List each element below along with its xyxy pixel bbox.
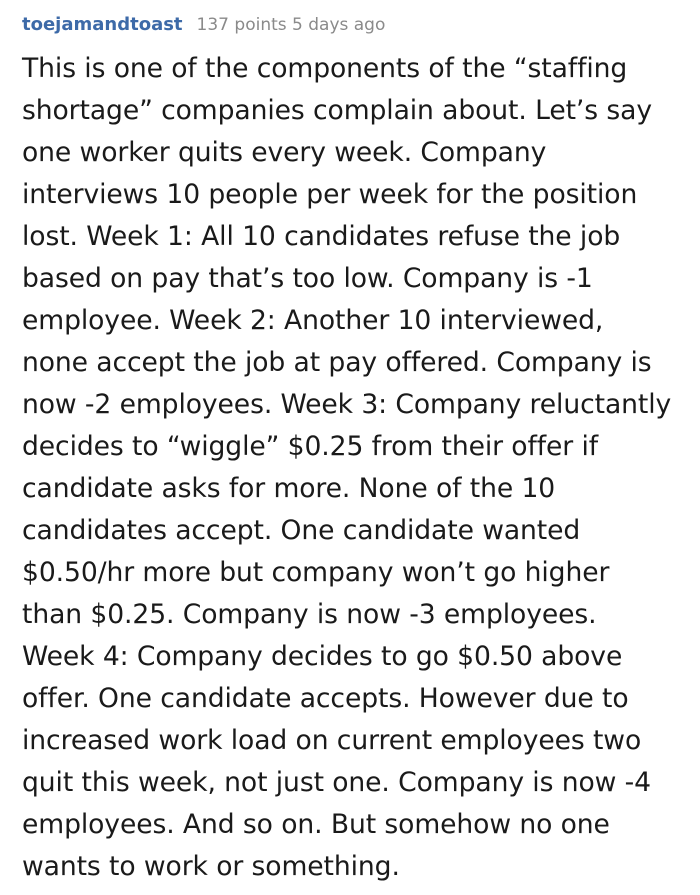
comment-meta: 137 points 5 days ago [196, 15, 386, 35]
author-link[interactable]: toejamandtoast [22, 14, 183, 35]
comment-body: This is one of the components of the “staffing shortage” companies complain about. Let’s say one worker quits every week. Company interviews 10 people per week for the position lost. Week 1: All 10 candidates refuse the job based on pay that’s too low. Company is -1 employee. Week 2: Another 10 interviewed, none accept the job at pay offered. Company is now -2 employees. Week 3: Company reluctantly decides to “wiggle” $0.25 from their offer if candidate asks for more. None of the 10 candidates accept. One candidate wanted $0.50/hr more but company won’t go higher than $0.25. Company is now -3 employees. Week 4: Company decides to go $0.50 above offer. One candidate accepts. However due to increased work load on current employees two quit this week, not just one. Company is now -4 employees. And so on. But somehow no one wants to work or something. [22, 53, 672, 882]
comment-header [22, 16, 674, 48]
